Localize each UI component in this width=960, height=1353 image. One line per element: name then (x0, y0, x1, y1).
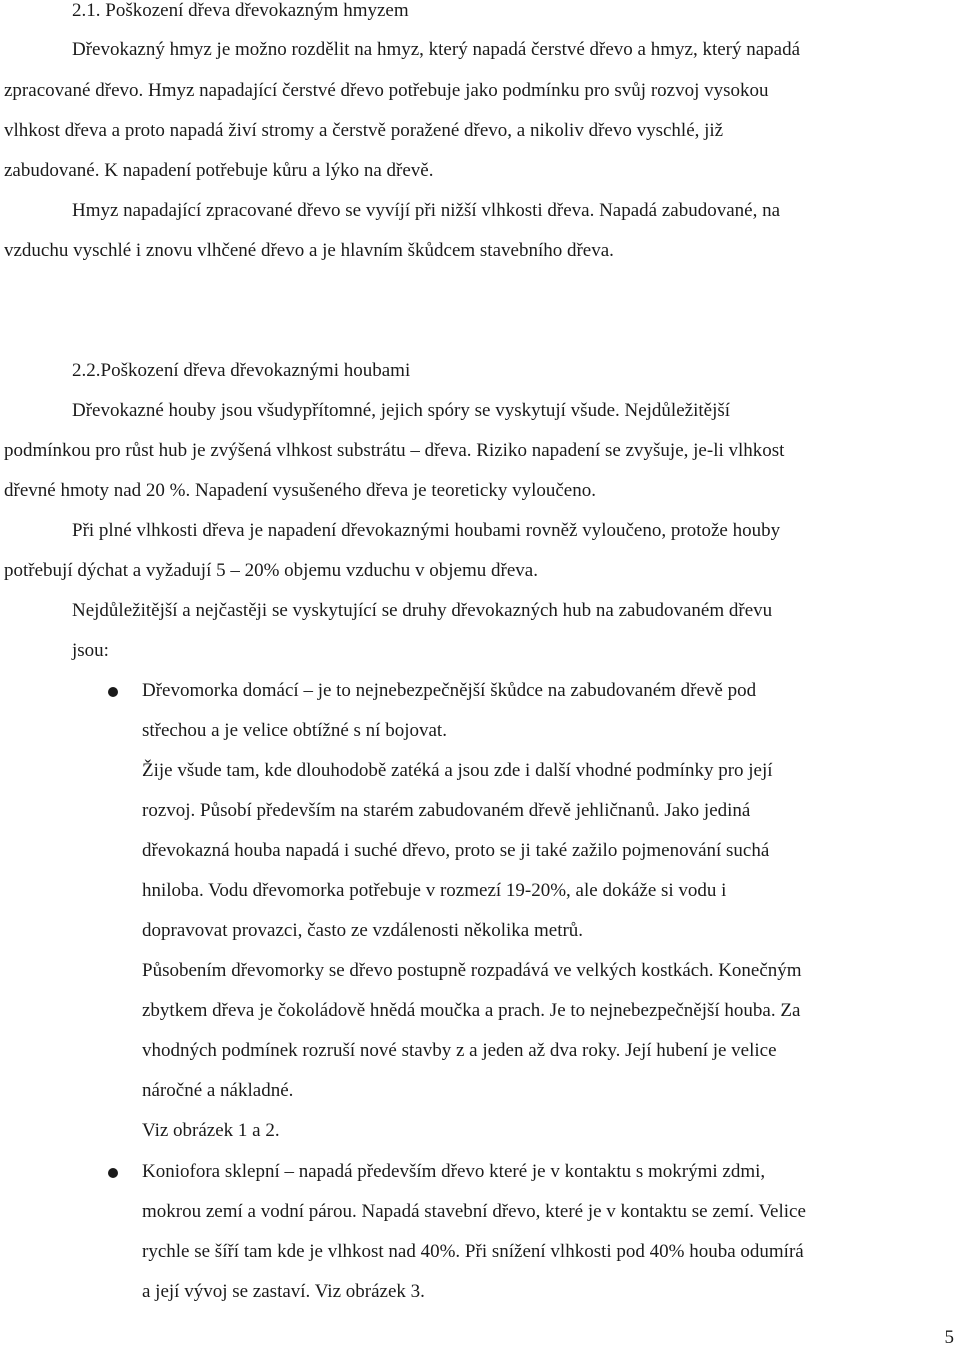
paragraph-line: vlhkost dřeva a proto napadá živí stromy a čerstvě poražené dřevo, a nikoliv dřevo vyschlé, již (4, 120, 724, 141)
list-item-line: rozvoj. Působí především na starém zabudovaném dřevě jehličnanů. Jako jediná (142, 800, 751, 821)
list-item-line: Dřevomorka domácí – je to nejnebezpečnější škůdce na zabudovaném dřevě pod (142, 680, 757, 701)
paragraph-line: jsou: (72, 640, 109, 661)
list-item-line: rychle se šíří tam kde je vlhkost nad 40%. Při snížení vlhkosti pod 40% houba odumírá (142, 1241, 804, 1262)
paragraph-line: Při plné vlhkosti dřeva je napadení dřevokaznými houbami rovněž vyloučeno, protože houby (72, 520, 781, 541)
paragraph-line: Hmyz napadající zpracované dřevo se vyvíjí při nižší vlhkosti dřeva. Napadá zabudované, na (72, 200, 781, 221)
paragraph-line: vzduchu vyschlé i znovu vlhčené dřevo a je hlavním škůdcem stavebního dřeva. (4, 240, 614, 261)
section-heading-2-2: 2.2.Poškození dřeva dřevokaznými houbami (72, 360, 411, 381)
paragraph-line: dřevné hmoty nad 20 %. Napadení vysušeného dřeva je teoreticky vyloučeno. (4, 480, 596, 501)
paragraph-line: potřebují dýchat a vyžadují 5 – 20% objemu vzduchu v objemu dřeva. (4, 560, 538, 581)
list-item-line: Koniofora sklepní – napadá především dřevo které je v kontaktu s mokrými zdmi, (142, 1161, 766, 1182)
bullet-dot (108, 687, 118, 697)
list-item-line: střechou a je velice obtížné s ní bojovat. (142, 720, 447, 741)
list-item-line: vhodných podmínek rozruší nové stavby z a jeden až dva roky. Její hubení je velice (142, 1040, 777, 1061)
bullet-dot (108, 1168, 118, 1178)
paragraph-line: podmínkou pro růst hub je zvýšená vlhkost substrátu – dřeva. Riziko napadení se zvyšuje, je-li vlhkost (4, 440, 785, 461)
list-item-line: náročné a nákladné. (142, 1080, 294, 1101)
list-item-line: mokrou zemí a vodní párou. Napadá stavební dřevo, které je v kontaktu se zemí. Velice (142, 1201, 806, 1222)
paragraph-line: Dřevokazný hmyz je možno rozdělit na hmyz, který napadá čerstvé dřevo a hmyz, který napadá (72, 39, 801, 60)
list-item-line: Působením dřevomorky se dřevo postupně rozpadává ve velkých kostkách. Konečným (142, 960, 802, 981)
list-item-line: hniloba. Vodu dřevomorka potřebuje v rozmezí 19-20%, ale dokáže si vodu i (142, 880, 727, 901)
list-item-line: dřevokazná houba napadá i suché dřevo, proto se ji také zažilo pojmenování suchá (142, 840, 770, 861)
paragraph-line: zabudované. K napadení potřebuje kůru a lýko na dřevě. (4, 160, 434, 181)
paragraph-line: Nejdůležitější a nejčastěji se vyskytující se druhy dřevokazných hub na zabudovaném dřevu (72, 600, 773, 621)
section-heading-2-1: 2.1. Poškození dřeva dřevokazným hmyzem (72, 0, 409, 21)
page-number: 5 (944, 1327, 954, 1348)
list-item-line: Žije všude tam, kde dlouhodobě zatéká a jsou zde i další vhodné podmínky pro její (142, 760, 773, 781)
list-item-line: zbytkem dřeva je čokoládově hnědá moučka a prach. Je to nejnebezpečnější houba. Za (142, 1000, 801, 1021)
paragraph-line: Dřevokazné houby jsou všudypřítomné, jejich spóry se vyskytují všude. Nejdůležitější (72, 400, 731, 421)
list-item-line: Viz obrázek 1 a 2. (142, 1120, 280, 1141)
list-item-line: a její vývoj se zastaví. Viz obrázek 3. (142, 1281, 425, 1302)
list-item-line: dopravovat provazci, často ze vzdálenosti několika metrů. (142, 920, 584, 941)
paragraph-line: zpracované dřevo. Hmyz napadající čerstvé dřevo potřebuje jako podmínku pro svůj rozvoj vysokou (4, 80, 769, 101)
